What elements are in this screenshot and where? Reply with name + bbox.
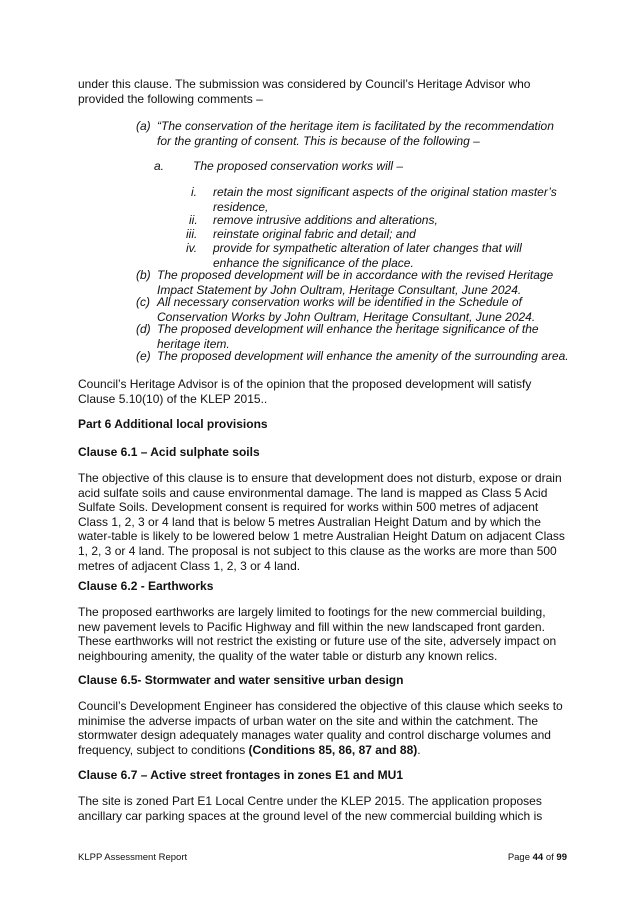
roman-iii-marker: iii. [186,227,198,241]
roman-i-marker: i. [191,185,197,199]
item-b-marker: (b) [136,268,151,282]
item-d-text: The proposed development will enhance the heritage significance of the heritage item. [157,322,539,351]
footer-page-number [508,852,567,863]
clause-6-5-paragraph [78,699,568,757]
subitem-a-marker: a. [154,159,165,173]
item-e-text: The proposed development will enhance the amenity of the surrounding area. [157,349,569,363]
clause-6-7-heading: Clause 6.7 – Active street frontages in zones E1 and MU1 [78,768,403,782]
clause-6-2-heading: Clause 6.2 - Earthworks [78,579,214,593]
roman-iv-text: provide for sympathetic alteration of later changes that will enhance the significance of the place. [213,241,522,270]
advisor-opinion-paragraph: Council’s Heritage Advisor is of the opinion that the proposed development will satisfy Clause 5.10(10) of the KLEP 2015.. [78,377,532,406]
clause-6-5-end: . [417,742,421,757]
clause-6-1-paragraph: The objective of this clause is to ensure that development does not disturb, expose or drain acid sulfate soils and cause environmental damage. The land is mapped as Class 5 Acid Sulfate Soils. Development consent is required for works within 500 metres of adjacent Class 1, 2, 3 or 4 land that is below 5 metres Australian Height Datum and by which the water-table is likely to be lowered below 1 metre Australian Height Datum on adjacent Class 1, 2, 3 or 4 land. The proposal is not subject to this clause as the works are more than 500 metres of adjacent Class 1, 2, 3 or 4 land. [78,471,565,573]
footer-page-total: 99 [556,852,567,863]
item-a-marker: (a) [136,119,151,133]
subitem-a-text: The proposed conservation works will – [193,159,404,173]
intro-paragraph: under this clause. The submission was considered by Council’s Heritage Advisor who provided the following comments – [78,77,531,106]
item-d-marker: (d) [136,322,151,336]
roman-ii-text: remove intrusive additions and alterations, [213,213,438,227]
roman-i-text: retain the most significant aspects of the original station master’s residence, [213,185,557,214]
clause-6-5-heading: Clause 6.5- Stormwater and water sensitive urban design [78,673,404,687]
clause-6-5-text: Council’s Development Engineer has considered the objective of this clause which seeks to minimise the adverse impacts of urban water on the site and within the catchment. The stormwater design adequately manages water quality and control discharge volumes and frequency, subject to conditions [78,699,563,757]
clause-6-1-heading: Clause 6.1 – Acid sulphate soils [78,445,260,459]
item-a-text: “The conservation of the heritage item is facilitated by the recommendation for the granting of consent. This is because of the following – [157,119,554,148]
clause-6-7-paragraph: The site is zoned Part E1 Local Centre under the KLEP 2015. The application proposes ancillary car parking spaces at the ground level of the new commercial building which is [78,794,543,823]
footer-page-of: of [543,852,557,863]
roman-ii-marker: ii. [189,213,198,227]
roman-iii-text: reinstate original fabric and detail; and [213,227,416,241]
roman-iv-marker: iv. [186,241,198,255]
item-c-marker: (c) [136,295,150,309]
part6-heading: Part 6 Additional local provisions [78,417,268,431]
item-e-marker: (e) [136,349,151,363]
item-b-text: The proposed development will be in accordance with the revised Heritage Impact Statement by John Oultram, Heritage Consultant, June 2024. [157,268,554,297]
clause-6-5-conditions: (Conditions 85, 86, 87 and 88) [248,742,418,757]
footer-page-current: 44 [532,852,544,863]
clause-6-2-paragraph: The proposed earthworks are largely limited to footings for the new commercial building, new pavement levels to Pacific Highway and fill within the new landscaped front garden. These earthworks will not restrict the existing or future use of the site, adversely impact on neighbouring amenity, the quality of the water table or disturb any known relics. [78,605,557,663]
item-c-text: All necessary conservation works will be identified in the Schedule of Conservation Works by John Oultram, Heritage Consultant, June 2024. [157,295,536,324]
footer-page-prefix: Page [507,852,533,863]
footer-report-title: KLPP Assessment Report [78,852,188,863]
